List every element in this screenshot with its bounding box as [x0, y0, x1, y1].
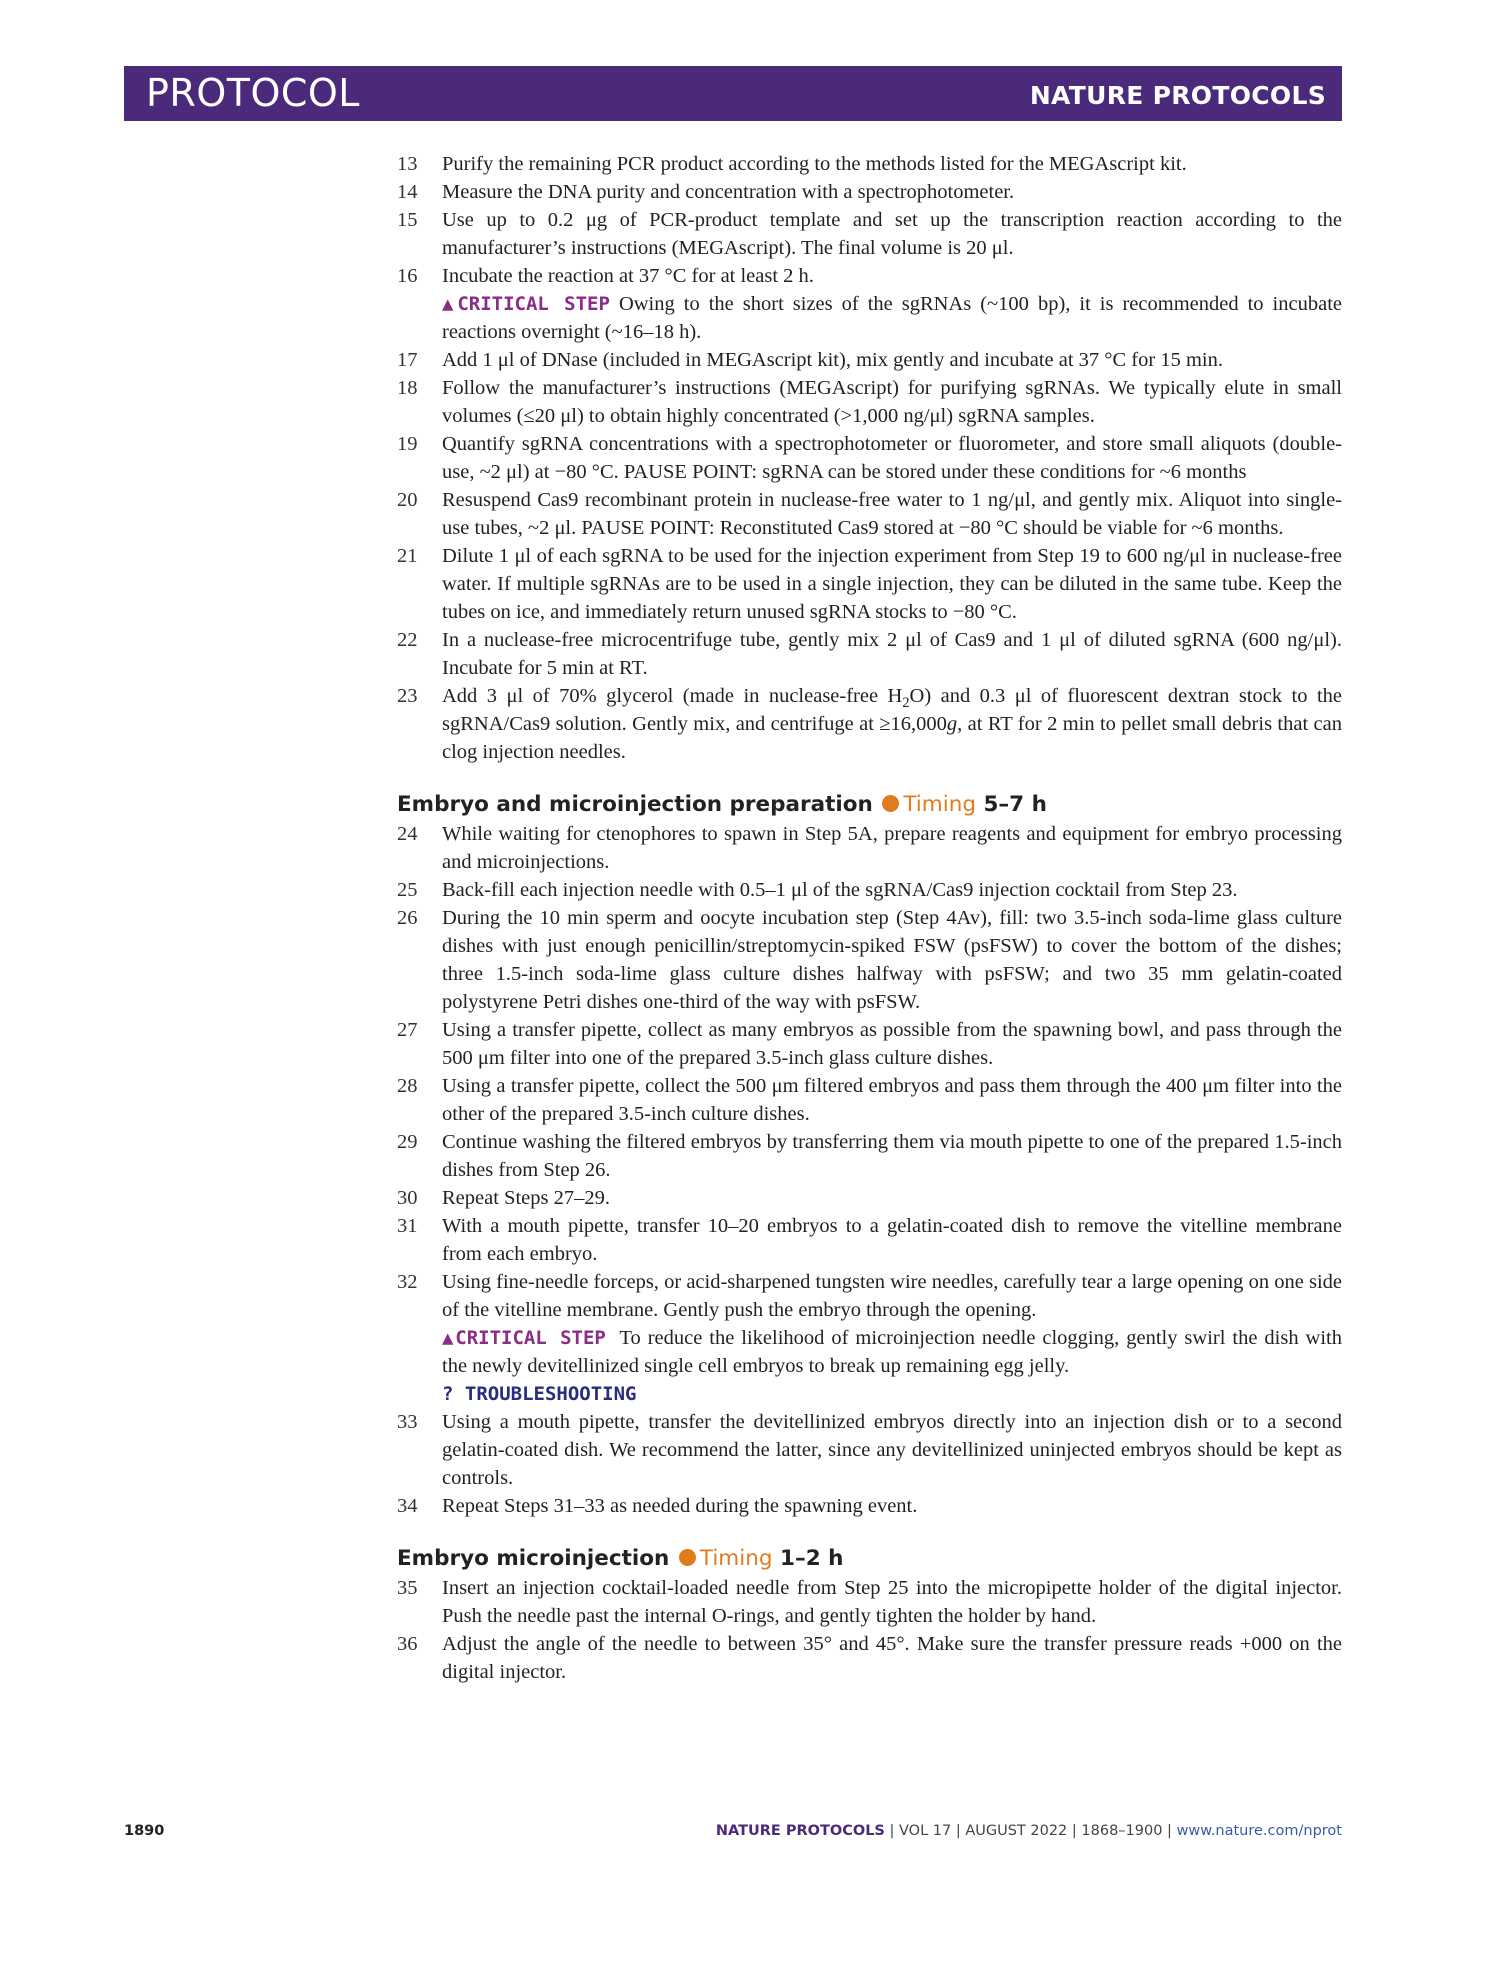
step-number: 30: [397, 1187, 418, 1209]
step-text: During the 10 min sperm and oocyte incubation step (Step 4Av), fill: two 3.5-inch soda-lime glass culture dishes with just enough penicillin/streptomycin-spiked FSW (psFSW) to cover the bottom of the dishes; three 1.5-inch soda-lime glass culture dishes halfway with psFSW; and two 35 mm gelatin-coated polystyrene Petri dishes one-third of the way with psFSW.: [442, 907, 1342, 1013]
critical-step-text: To reduce the likelihood of microinjection needle clogging, gently swirl the dish with the newly devitellinized single cell embryos to break up remaining egg jelly.: [442, 1327, 1342, 1377]
step-20: [397, 486, 1342, 542]
step-text: With a mouth pipette, transfer 10–20 embryos to a gelatin-coated dish to remove the vitelline membrane from each embryo.: [442, 1215, 1342, 1265]
step-text: In a nuclease-free microcentrifuge tube, gently mix 2 μl of Cas9 and 1 μl of diluted sgRNA (600 ng/μl). Incubate for 5 min at RT.: [442, 629, 1342, 679]
step-number: 27: [397, 1019, 418, 1041]
step-31: [397, 1212, 1342, 1268]
section-heading-microinjection: [397, 1544, 1342, 1574]
step-number: 32: [397, 1271, 418, 1293]
critical-step-label: ▲CRITICAL STEP: [442, 293, 610, 315]
step-27: [397, 1016, 1342, 1072]
step-number: 36: [397, 1633, 418, 1655]
step-number: 23: [397, 685, 418, 707]
critical-step-16: [397, 290, 1342, 346]
step-text: Insert an injection cocktail-loaded needle from Step 25 into the micropipette holder of the digital injector. Push the needle past the internal O-rings, and gently tighten the holder by hand.: [442, 1577, 1342, 1627]
critical-step-label: ▲CRITICAL STEP: [442, 1327, 606, 1349]
step-text-part2: O) and 0.3 μl of fluorescent dextran stock to the sgRNA/Cas9 solution. Gently mix, and centrifuge at ≥16,000: [442, 685, 1342, 735]
step-text: Repeat Steps 31–33 as needed during the spawning event.: [442, 1495, 918, 1517]
step-text: Measure the DNA purity and concentration with a spectrophotometer.: [442, 181, 1015, 203]
step-17: [397, 346, 1342, 374]
timing-value: 1–2 h: [779, 1546, 844, 1571]
step-33: [397, 1408, 1342, 1492]
step-number: 26: [397, 907, 418, 929]
step-36: [397, 1630, 1342, 1686]
step-number: 22: [397, 629, 418, 651]
footer-page-number: 1890: [124, 1823, 165, 1839]
step-text: Repeat Steps 27–29.: [442, 1187, 610, 1209]
step-number: 14: [397, 181, 418, 203]
step-text: Using a transfer pipette, collect the 500 μm filtered embryos and pass them through the 400 μm filter into the other of the prepared 3.5-inch culture dishes.: [442, 1075, 1342, 1125]
page-header: [124, 66, 1342, 121]
step-35: [397, 1574, 1342, 1630]
step-29: [397, 1128, 1342, 1184]
timing-label: Timing: [903, 792, 976, 817]
step-number: 33: [397, 1411, 418, 1433]
critical-step-text: Owing to the short sizes of the sgRNAs (~100 bp), it is recommended to incubate reactions overnight (~16–18 h).: [442, 293, 1342, 343]
step-number: 13: [397, 153, 418, 175]
troubleshooting-label: ? TROUBLESHOOTING: [442, 1383, 637, 1405]
section-heading-preparation: [397, 790, 1342, 820]
step-34: [397, 1492, 1342, 1520]
step-number: 34: [397, 1495, 418, 1517]
header-journal-label: NATURE PROTOCOLS: [1029, 81, 1326, 110]
footer-separator: |: [1162, 1823, 1177, 1839]
step-25: [397, 876, 1342, 904]
timing-dot-icon: [679, 1549, 696, 1566]
step-number: 29: [397, 1131, 418, 1153]
subscript: 2: [902, 695, 910, 712]
step-23: [397, 682, 1342, 766]
footer-separator: |: [884, 1823, 899, 1839]
step-number: 35: [397, 1577, 418, 1599]
critical-step-32: [397, 1324, 1342, 1380]
step-number: 16: [397, 265, 418, 287]
section-title: Embryo microinjection: [397, 1546, 670, 1571]
italic-unit: g: [946, 713, 958, 735]
footer-journal: NATURE PROTOCOLS: [715, 1823, 885, 1839]
footer-citation: [716, 1823, 1342, 1839]
step-list-d: [397, 1408, 1342, 1520]
footer-url-link[interactable]: www.nature.com/nprot: [1176, 1823, 1342, 1839]
section-title: Embryo and microinjection preparation: [397, 792, 873, 817]
step-text: Using a transfer pipette, collect as many embryos as possible from the spawning bowl, and pass through the 500 μm filter into one of the prepared 3.5-inch glass culture dishes.: [442, 1019, 1342, 1069]
step-text: Using fine-needle forceps, or acid-sharpened tungsten wire needles, carefully tear a large opening on one side of the vitelline membrane. Gently push the embryo through the opening.: [442, 1271, 1342, 1321]
footer-date: AUGUST 2022: [965, 1823, 1068, 1839]
timing-dot-icon: [882, 795, 899, 812]
timing-value: 5–7 h: [983, 792, 1047, 817]
step-26: [397, 904, 1342, 1016]
step-15: [397, 206, 1342, 262]
step-number: 19: [397, 433, 418, 455]
main-content: [397, 150, 1342, 1686]
step-number: 18: [397, 377, 418, 399]
step-30: [397, 1184, 1342, 1212]
footer-separator: |: [951, 1823, 966, 1839]
step-16: [397, 262, 1342, 290]
step-text: Purify the remaining PCR product according to the methods listed for the MEGAscript kit.: [442, 153, 1187, 175]
step-24: [397, 820, 1342, 876]
step-14: [397, 178, 1342, 206]
step-number: 15: [397, 209, 418, 231]
step-number: 25: [397, 879, 418, 901]
step-text: Adjust the angle of the needle to between 35° and 45°. Make sure the transfer pressure reads +000 on the digital injector.: [442, 1633, 1342, 1683]
step-text: Continue washing the filtered embryos by transferring them via mouth pipette to one of the prepared 1.5-inch dishes from Step 26.: [442, 1131, 1342, 1181]
step-number: 20: [397, 489, 418, 511]
step-list-a: [397, 150, 1342, 346]
step-number: 28: [397, 1075, 418, 1097]
step-text: Use up to 0.2 μg of PCR-product template and set up the transcription reaction according to the manufacturer’s instructions (MEGAscript). The final volume is 20 μl.: [442, 209, 1342, 259]
step-number: 17: [397, 349, 418, 371]
step-text-part3: , at RT for 2 min to pellet small debris that can clog injection needles.: [442, 713, 1342, 763]
step-text: Resuspend Cas9 recombinant protein in nuclease-free water to 1 ng/μl, and gently mix. Aliquot into single-use tubes, ~2 μl. PAUSE POINT: Reconstituted Cas9 stored at −80 °C should be viable for ~6 months.: [442, 489, 1342, 539]
step-32: [397, 1268, 1342, 1324]
step-number: 21: [397, 545, 418, 567]
step-list-b: [397, 346, 1342, 766]
step-13: [397, 150, 1342, 178]
step-number: 31: [397, 1215, 418, 1237]
step-text: Follow the manufacturer’s instructions (MEGAscript) for purifying sgRNAs. We typically elute in small volumes (≤20 μl) to obtain highly concentrated (>1,000 ng/μl) sgRNA samples.: [442, 377, 1342, 427]
step-text: While waiting for ctenophores to spawn in Step 5A, prepare reagents and equipment for embryo processing and microinjections.: [442, 823, 1342, 873]
header-protocol-label: PROTOCOL: [146, 71, 360, 115]
step-text: Dilute 1 μl of each sgRNA to be used for the injection experiment from Step 19 to 600 ng/μl in nuclease-free water. If multiple sgRNAs are to be used in a single injection, they can be diluted in the same tube. Keep the tubes on ice, and immediately return unused sgRNA stocks to −80 °C.: [442, 545, 1342, 623]
timing-label: Timing: [699, 1546, 773, 1571]
troubleshooting-marker: [397, 1380, 1342, 1408]
footer-separator: |: [1067, 1823, 1082, 1839]
step-text-part1: Add 3 μl of 70% glycerol (made in nuclease-free H: [442, 685, 903, 707]
step-22: [397, 626, 1342, 682]
footer-pages: 1868–1900: [1081, 1823, 1163, 1839]
step-28: [397, 1072, 1342, 1128]
footer-volume: VOL 17: [899, 1823, 952, 1839]
step-21: [397, 542, 1342, 626]
step-text: Incubate the reaction at 37 °C for at least 2 h.: [442, 265, 814, 287]
step-text: Quantify sgRNA concentrations with a spectrophotometer or fluorometer, and store small aliquots (double-use, ~2 μl) at −80 °C. PAUSE POINT: sgRNA can be stored under these conditions for ~6 months: [442, 433, 1342, 483]
step-list-e: [397, 1574, 1342, 1686]
step-text: Back-fill each injection needle with 0.5–1 μl of the sgRNA/Cas9 injection cocktail from Step 23.: [442, 879, 1238, 901]
step-text: Add 1 μl of DNase (included in MEGAscript kit), mix gently and incubate at 37 °C for 15 min.: [442, 349, 1223, 371]
step-list-c: [397, 820, 1342, 1408]
step-19: [397, 430, 1342, 486]
step-number: 24: [397, 823, 418, 845]
step-18: [397, 374, 1342, 430]
step-text: Using a mouth pipette, transfer the devitellinized embryos directly into an injection dish or to a second gelatin-coated dish. We recommend the latter, since any devitellinized uninjected embryos should be kept as controls.: [442, 1411, 1342, 1489]
